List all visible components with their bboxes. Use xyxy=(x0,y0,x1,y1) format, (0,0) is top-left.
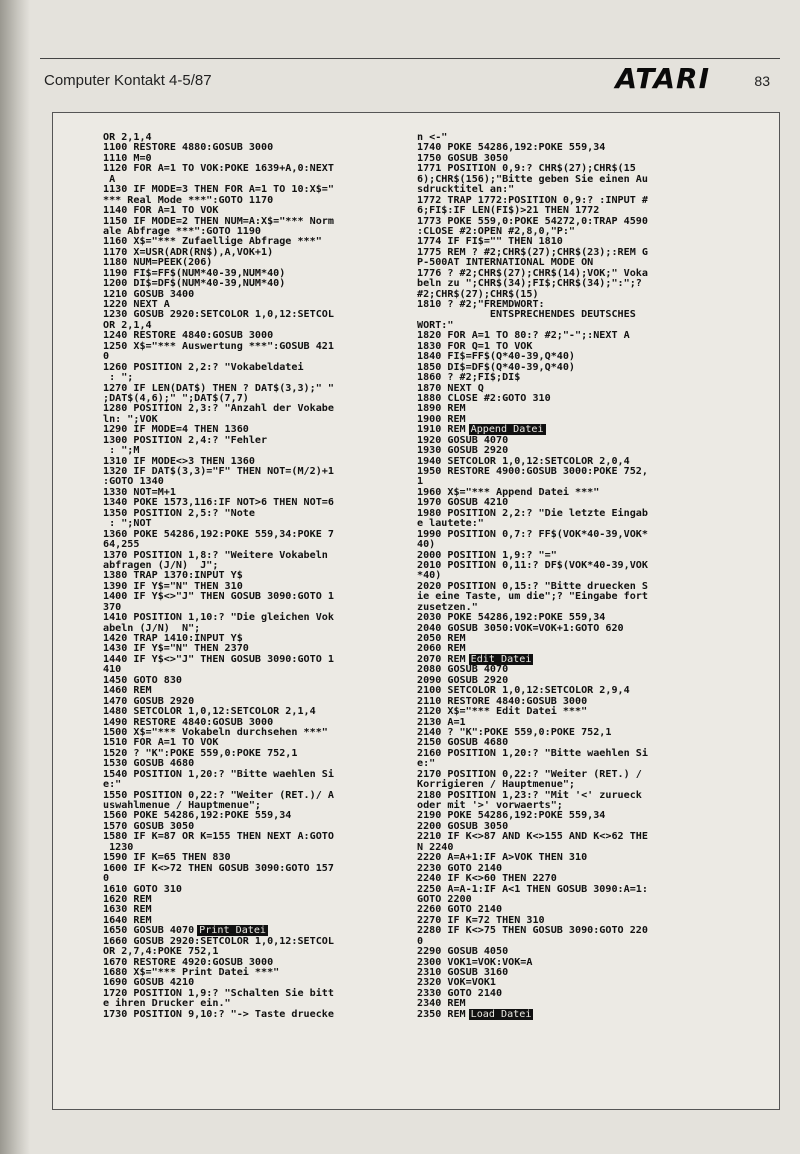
code-line-text: ln: ";VOK xyxy=(103,413,158,425)
code-line-text: 2320 VOK=VOK1 xyxy=(417,977,497,989)
code-line-text: 2020 POSITION 0,15:? "Bitte druecken S xyxy=(417,580,648,592)
code-line-text: 1890 REM xyxy=(417,403,466,415)
code-line-text: 1630 REM xyxy=(103,904,152,916)
code-line-text: 2080 GOSUB 4070 xyxy=(417,664,509,676)
code-line-text: A xyxy=(103,173,116,185)
code-line-text: 1460 REM xyxy=(103,685,152,697)
code-line-text: 1620 REM xyxy=(103,893,152,905)
code-line-text: 1430 IF Y$="N" THEN 2370 xyxy=(103,643,249,655)
magazine-title: Computer Kontakt 4-5/87 xyxy=(44,72,212,89)
code-line-text: 1860 ? #2;FI$;DI$ xyxy=(417,372,521,384)
code-line-text: 1776 ? #2;CHR$(27);CHR$(14);VOK;" Voka xyxy=(417,267,648,279)
code-line-text: 1220 NEXT A xyxy=(103,299,170,310)
code-line-text: 410 xyxy=(103,664,122,676)
code-line-text: oder mit '>' vorwaerts"; xyxy=(417,800,563,811)
code-line-text: 1390 IF Y$="N" THEN 310 xyxy=(103,580,243,592)
code-line-text: 1773 POKE 559,0:POKE 54272,0:TRAP 4590 xyxy=(417,215,648,227)
code-line-text: 1360 POKE 54286,192:POKE 559,34:POKE 7 xyxy=(103,528,334,540)
header-rule xyxy=(40,58,780,59)
code-line-text: :GOTO 1340 xyxy=(103,476,164,488)
code-line-text: 2200 GOSUB 3050 xyxy=(417,820,509,832)
code-line-text: e:" xyxy=(417,758,436,770)
code-line-text: ale Abfrage ***":GOTO 1190 xyxy=(103,225,262,237)
code-line xyxy=(417,832,769,842)
code-line-text: 1650 GOSUB 4070 xyxy=(103,925,195,937)
code-line-text: 1740 POKE 54286,192:POKE 559,34 xyxy=(417,142,606,154)
code-line-text: 1774 IF FI$="" THEN 1810 xyxy=(417,236,563,248)
code-line-text: 2060 REM xyxy=(417,643,466,655)
code-line-text: 2340 REM xyxy=(417,998,466,1010)
code-line-text: 1610 GOTO 310 xyxy=(103,883,183,895)
code-line-text: 2120 X$="*** Edit Datei ***" xyxy=(417,706,588,718)
code-line-text: 1540 POSITION 1,20:? "Bitte waehlen Si xyxy=(103,768,334,780)
code-line xyxy=(103,864,421,874)
code-line-text: 1320 IF DAT$(3,3)="F" THEN NOT=(M/2)+1 xyxy=(103,466,334,477)
code-line-text: 1130 IF MODE=3 THEN FOR A=1 TO 10:X$=" xyxy=(103,184,334,196)
page-header xyxy=(44,64,770,94)
code-line-text: 1290 IF MODE=4 THEN 1360 xyxy=(103,424,249,436)
code-line-text: 1470 GOSUB 2920 xyxy=(103,695,195,707)
code-line-text: 1420 TRAP 1410:INPUT Y$ xyxy=(103,633,243,644)
code-line-text: 1960 X$="*** Append Datei ***" xyxy=(417,486,600,498)
code-line-text: 1880 CLOSE #2:GOTO 310 xyxy=(417,392,551,404)
code-line-text: 1730 POSITION 9,10:? "-> Taste druecke xyxy=(103,1008,334,1020)
code-line-text: 1330 NOT=M+1 xyxy=(103,486,176,498)
code-line-text: 1660 GOSUB 2920:SETCOLOR 1,0,12:SETCOL xyxy=(103,935,334,947)
code-line-text: 1771 POSITION 0,9:? CHR$(27);CHR$(15 xyxy=(417,163,636,175)
code-line-text: uswahlmenue / Hauptmenue"; xyxy=(103,800,262,811)
code-line-text: 1920 GOSUB 4070 xyxy=(417,434,509,446)
code-line-text: 1980 POSITION 2,2:? "Die letzte Eingab xyxy=(417,507,648,519)
code-line-text: 2350 REM xyxy=(417,1008,466,1020)
code-line xyxy=(417,394,769,404)
page-edge-shadow xyxy=(0,0,30,1154)
code-line-text: 1640 REM xyxy=(103,914,152,926)
code-line-text: 0 xyxy=(417,935,424,947)
code-line xyxy=(417,561,769,571)
code-line-text: WORT:" xyxy=(417,319,454,331)
code-line-text: 2170 POSITION 0,22:? "Weiter (RET.) / xyxy=(417,768,642,780)
code-line-text: 64,255 xyxy=(103,539,140,551)
code-line-text: 2270 IF K=72 THEN 310 xyxy=(417,914,545,926)
code-line-text: 2240 IF K<>60 THEN 2270 xyxy=(417,873,557,885)
code-line-text: 2070 REM xyxy=(417,653,466,665)
code-line-text: 1970 GOSUB 4210 xyxy=(417,497,509,509)
code-line-text: 1520 ? "K":POKE 559,0:POKE 752,1 xyxy=(103,747,298,759)
code-line-text: 0 xyxy=(103,351,110,363)
code-line-text: ENTSPRECHENDES DEUTSCHES xyxy=(417,309,636,321)
code-line-text: 370 xyxy=(103,601,122,613)
code-line-text: 1500 X$="*** Vokabeln durchsehen ***" xyxy=(103,726,328,738)
code-line-text: 1210 GOSUB 3400 xyxy=(103,288,195,300)
code-line-text: 1100 RESTORE 4880:GOSUB 3000 xyxy=(103,142,274,154)
code-line-text: 2300 VOK1=VOK:VOK=A xyxy=(417,956,533,968)
code-line-text: 2260 GOTO 2140 xyxy=(417,904,503,916)
code-line-text: Korrigieren / Hauptmenue"; xyxy=(417,779,576,791)
code-line-text: 1490 RESTORE 4840:GOSUB 3000 xyxy=(103,716,274,728)
code-line-text: 1230 GOSUB 2920:SETCOLOR 1,0,12:SETCOL xyxy=(103,309,334,321)
code-line-text: : "; xyxy=(103,372,134,384)
code-line-text: 1900 REM xyxy=(417,413,466,425)
code-line xyxy=(417,467,769,477)
code-line xyxy=(417,1010,769,1020)
code-line-text: 2250 A=A-1:IF A<1 THEN GOSUB 3090:A=1: xyxy=(417,883,648,895)
code-line-text: GOTO 2200 xyxy=(417,893,472,905)
code-line-text: 1200 DI$=DF$(NUM*40-39,NUM*40) xyxy=(103,278,286,290)
code-line-text: 1 xyxy=(417,476,424,488)
code-line-text: *** Real Mode ***":GOTO 1170 xyxy=(103,194,274,206)
code-line-text: 1670 RESTORE 4920:GOSUB 3000 xyxy=(103,956,274,968)
code-line-text: 1410 POSITION 1,10:? "Die gleichen Vok xyxy=(103,612,334,624)
code-line-text: 1310 IF MODE<>3 THEN 1360 xyxy=(103,455,255,467)
code-line-text: 2230 GOTO 2140 xyxy=(417,862,503,874)
code-line-text: 1380 TRAP 1370:INPUT Y$ xyxy=(103,570,243,582)
code-line-text: 1830 FOR Q=1 TO VOK xyxy=(417,340,533,352)
code-line-text: 1820 FOR A=1 TO 80:? #2;"-";:NEXT A xyxy=(417,330,630,342)
code-line-text: 1810 ? #2;"FREMDWORT: xyxy=(417,299,545,310)
code-line-text: 2150 GOSUB 4680 xyxy=(417,737,509,749)
code-line-text: : ";M xyxy=(103,445,140,457)
code-line-text: 1530 GOSUB 4680 xyxy=(103,758,195,770)
code-line xyxy=(417,310,769,320)
code-line-text: 2190 POKE 54286,192:POKE 559,34 xyxy=(417,810,606,822)
code-line-text: n <-" xyxy=(417,133,448,143)
code-line xyxy=(417,749,769,759)
code-line-text: 6;FI$:IF LEN(FI$)>21 THEN 1772 xyxy=(417,205,600,217)
inverse-video-label: Edit Datei xyxy=(470,653,532,665)
code-line-text: 1930 GOSUB 2920 xyxy=(417,445,509,457)
code-line-text: 2050 REM xyxy=(417,633,466,644)
code-line-text: 2330 GOTO 2140 xyxy=(417,987,503,999)
code-line-text: 1560 POKE 54286,192:POKE 559,34 xyxy=(103,810,292,822)
code-line-text: 1870 NEXT Q xyxy=(417,382,484,394)
code-line-text: 1270 IF LEN(DAT$) THEN ? DAT$(3,3);" " xyxy=(103,382,334,394)
code-line-text: #2;CHR$(27);CHR$(15) xyxy=(417,288,539,300)
code-line xyxy=(103,832,421,842)
code-line-text: 1260 POSITION 2,2:? "Vokabeldatei xyxy=(103,361,304,373)
code-line xyxy=(103,770,421,780)
code-line-text: 6);CHR$(156);"Bitte geben Sie einen Au xyxy=(417,173,648,185)
inverse-video-label: Load Datei xyxy=(470,1008,532,1020)
code-line xyxy=(103,363,421,373)
code-line-text: 2160 POSITION 1,20:? "Bitte waehlen Si xyxy=(417,747,648,759)
code-line-text: 1370 POSITION 1,8:? "Weitere Vokabeln xyxy=(103,549,328,561)
code-line-text: 1480 SETCOLOR 1,0,12:SETCOLOR 2,1,4 xyxy=(103,706,316,718)
code-line-text: e:" xyxy=(103,779,122,791)
code-line-text: 2220 A=A+1:IF A>VOK THEN 310 xyxy=(417,852,588,864)
code-line-text: 1450 GOTO 830 xyxy=(103,674,183,686)
code-line-text: 2040 GOSUB 3050:VOK=VOK+1:GOTO 620 xyxy=(417,622,624,634)
listing-left-column xyxy=(103,133,424,1020)
code-line-text: 1160 X$="*** Zufaellige Abfrage ***" xyxy=(103,236,322,248)
code-line-text: beln zu ";CHR$(34);FI$;CHR$(34);":";? xyxy=(417,278,642,290)
code-line xyxy=(103,592,421,602)
code-line-text: 1580 IF K=87 OR K=155 THEN NEXT A:GOTO xyxy=(103,831,334,843)
code-line-text: 2030 POKE 54286,192:POKE 559,34 xyxy=(417,612,606,624)
code-line-text: 1150 IF MODE=2 THEN NUM=A:X$="*** Norm xyxy=(103,215,334,227)
code-line-text: ;DAT$(4,6);" ";DAT$(7,7) xyxy=(103,392,249,404)
code-line-text: 2100 SETCOLOR 1,0,12:SETCOLOR 2,9,4 xyxy=(417,685,630,697)
code-line xyxy=(417,926,769,936)
code-line-text: 1400 IF Y$<>"J" THEN GOSUB 3090:GOTO 1 xyxy=(103,591,334,603)
code-line-text: e lautete:" xyxy=(417,518,484,530)
code-line xyxy=(103,1010,421,1020)
code-line-text: 1110 M=0 xyxy=(103,152,152,164)
code-line-text: 40) xyxy=(417,539,436,551)
code-line-text: N 2240 xyxy=(417,841,454,853)
page-number: 83 xyxy=(754,73,770,89)
code-line xyxy=(103,164,421,174)
code-line-text: 2290 GOSUB 4050 xyxy=(417,946,509,958)
code-line-text: 1120 FOR A=1 TO VOK:POKE 1639+A,0:NEXT xyxy=(103,163,334,175)
code-line-text: 1250 X$="*** Auswertung ***":GOSUB 421 xyxy=(103,340,334,352)
code-line-text: 1300 POSITION 2,4:? "Fehler xyxy=(103,434,268,446)
code-line xyxy=(103,655,421,665)
code-line-text: : ";NOT xyxy=(103,518,152,530)
code-line xyxy=(103,342,421,352)
code-line-text: zusetzen." xyxy=(417,601,478,613)
code-line-text: *40) xyxy=(417,570,442,582)
code-line-text: 1680 X$="*** Print Datei ***" xyxy=(103,967,280,978)
code-line-text: 1750 GOSUB 3050 xyxy=(417,152,509,164)
code-line-text: 0 xyxy=(103,873,110,885)
code-line-text: 1690 GOSUB 4210 xyxy=(103,977,195,989)
code-line-text: 1600 IF K<>72 THEN GOSUB 3090:GOTO 157 xyxy=(103,862,334,874)
code-line-text: 1772 TRAP 1772:POSITION 0,9:? :INPUT # xyxy=(417,194,648,206)
code-line-text: sdrucktitel an:" xyxy=(417,184,515,196)
code-line-text: 1910 REM xyxy=(417,424,466,436)
code-line-text: 1990 POSITION 0,7:? FF$(VOK*40-39,VOK* xyxy=(417,528,648,540)
code-line xyxy=(103,436,421,446)
code-line-text: :CLOSE #2:OPEN #2,8,0,"P:" xyxy=(417,225,576,237)
code-line-text: 1950 RESTORE 4900:GOSUB 3000:POKE 752, xyxy=(417,466,648,477)
code-line-text: 1570 GOSUB 3050 xyxy=(103,820,195,832)
code-line-text: 1230 xyxy=(103,841,134,853)
code-line-text: P-500AT INTERNATIONAL MODE ON xyxy=(417,257,594,269)
code-line-text: 2110 RESTORE 4840:GOSUB 3000 xyxy=(417,695,588,707)
code-line-text: 1550 POSITION 0,22:? "Weiter (RET.)/ A xyxy=(103,789,334,801)
code-line-text: 1280 POSITION 2,3:? "Anzahl der Vokabe xyxy=(103,403,334,415)
code-line-text: abeln (J/N) N"; xyxy=(103,622,201,634)
code-line-text: OR 2,1,4 xyxy=(103,319,152,331)
code-line xyxy=(417,404,769,414)
code-listing-box xyxy=(52,112,780,1110)
code-line xyxy=(417,530,769,540)
code-line-text: 2000 POSITION 1,9:? "=" xyxy=(417,549,557,561)
code-line-text: 2010 POSITION 0,11:? DF$(VOK*40-39,VOK xyxy=(417,559,648,571)
code-line-text: 1510 FOR A=1 TO VOK xyxy=(103,737,219,749)
inverse-video-label: Append Datei xyxy=(470,424,544,436)
code-line-text: 1775 REM ? #2;CHR$(27);CHR$(23);:REM G xyxy=(417,246,648,258)
code-line-text: 2280 IF K<>75 THEN GOSUB 3090:GOTO 220 xyxy=(417,925,648,937)
code-line-text: ie eine Taste, um die";? "Eingabe fort xyxy=(417,591,648,603)
code-line xyxy=(417,707,769,717)
code-line-text: 1340 POKE 1573,116:IF NOT>6 THEN NOT=6 xyxy=(103,497,334,509)
code-line-text: 2310 GOSUB 3160 xyxy=(417,967,509,978)
code-line-text: 2210 IF K<>87 AND K<>155 AND K<>62 THE xyxy=(417,831,648,843)
code-line xyxy=(417,989,769,999)
code-line-text: 1720 POSITION 1,9:? "Schalten Sie bitt xyxy=(103,987,334,999)
code-line-text: 1350 POSITION 2,5:? "Note xyxy=(103,507,255,519)
code-line-text: 2130 A=1 xyxy=(417,716,466,728)
code-line-text: 2090 GOSUB 2920 xyxy=(417,674,509,686)
code-line-text: 1180 NUM=PEEK(206) xyxy=(103,257,213,269)
code-line-text: abfragen (J/N) J"; xyxy=(103,559,219,571)
code-line-text: 2180 POSITION 1,23:? "Mit '<' zurueck xyxy=(417,789,642,801)
code-line xyxy=(417,624,769,634)
code-line-text: 1240 RESTORE 4840:GOSUB 3000 xyxy=(103,330,274,342)
code-line-text: e ihren Drucker ein." xyxy=(103,998,231,1010)
code-line-text: OR 2,7,4:POKE 752,1 xyxy=(103,946,219,958)
listing-right-column xyxy=(417,133,769,1020)
code-line-text: 1190 FI$=FF$(NUM*40-39,NUM*40) xyxy=(103,267,286,279)
code-line-text: 1590 IF K=65 THEN 830 xyxy=(103,852,231,864)
brand-logo-text: ATARI xyxy=(615,62,710,95)
code-line xyxy=(103,530,421,540)
code-line-text: 1170 X=USR(ADR(RN$),A,VOK+1) xyxy=(103,246,274,258)
code-line-text: 1140 FOR A=1 TO VOK xyxy=(103,205,219,217)
code-line-text: 1850 DI$=DF$(Q*40-39,Q*40) xyxy=(417,361,576,373)
inverse-video-label: Print Datei xyxy=(199,925,267,937)
code-line-text: OR 2,1,4 xyxy=(103,133,152,143)
code-line xyxy=(417,634,769,644)
code-line-text: 1840 FI$=FF$(Q*40-39,Q*40) xyxy=(417,351,576,363)
code-line-text: 1440 IF Y$<>"J" THEN GOSUB 3090:GOTO 1 xyxy=(103,653,334,665)
code-line-text: 2140 ? "K":POKE 559,0:POKE 752,1 xyxy=(417,726,612,738)
code-line-text: 1940 SETCOLOR 1,0,12:SETCOLOR 2,0,4 xyxy=(417,455,630,467)
